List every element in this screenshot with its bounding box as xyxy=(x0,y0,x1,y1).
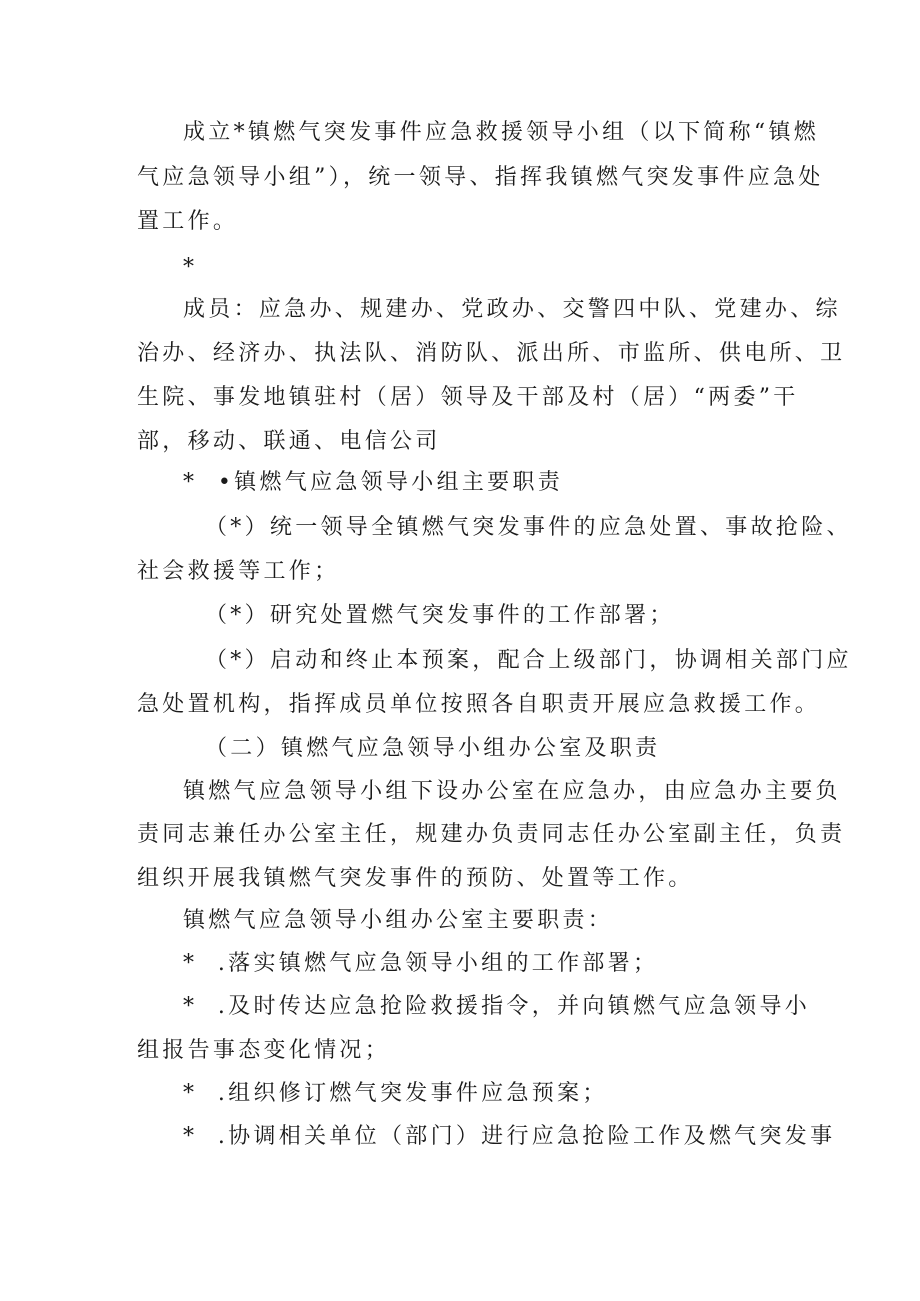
office-duty-item-2-line-2: 组报告事态变化情况； xyxy=(137,1038,391,1063)
office-duty-item-1: * .落实镇燃气应急领导小组的工作部署； xyxy=(183,951,659,976)
office-duties-heading: 镇燃气应急领导小组办公室主要职责： xyxy=(183,908,614,933)
members-paragraph-line-4: 部，移动、联通、电信公司 xyxy=(137,429,441,454)
paragraph-leading-group-line-1: 成立*镇燃气突发事件应急救援领导小组（以下简称“镇燃 xyxy=(183,120,820,145)
office-duty-item-2-line-1: * .及时传达应急抢险救援指令，并向镇燃气应急领导小 xyxy=(183,994,811,1019)
members-paragraph-line-3: 生院、事发地镇驻村（居）领导及干部及村（居）“两委”干 xyxy=(137,385,799,410)
paragraph-leading-group-line-3: 置工作。 xyxy=(137,209,239,234)
duty-item-1-line-1: （*）统一领导全镇燃气突发事件的应急处置、事故抢险、 xyxy=(205,515,852,540)
paragraph-leading-group-line-2: 气应急领导小组”），统一领导、指挥我镇燃气突发事件应急处 xyxy=(137,165,824,190)
duty-item-2: （*）研究处置燃气突发事件的工作部署； xyxy=(205,603,675,628)
office-paragraph-line-1: 镇燃气应急领导小组下设办公室在应急办，由应急办主要负 xyxy=(183,779,841,804)
section-heading-office: （二）镇燃气应急领导小组办公室及职责 xyxy=(205,736,661,761)
office-paragraph-line-3: 组织开展我镇燃气突发事件的预防、处置等工作。 xyxy=(137,866,694,891)
asterisk-placeholder: * xyxy=(183,255,198,280)
office-duty-item-3: * .组织修订燃气突发事件应急预案； xyxy=(183,1081,608,1106)
section-heading-duties: * •镇燃气应急领导小组主要职责 xyxy=(183,470,564,495)
office-duty-item-4: * .协调相关单位（部门）进行应急抢险工作及燃气突发事 xyxy=(183,1124,836,1149)
duty-item-3-line-2: 急处置机构，指挥成员单位按照各自职责开展应急救援工作。 xyxy=(137,692,821,717)
members-paragraph-line-2: 治办、经济办、执法队、消防队、派出所、市监所、供电所、卫 xyxy=(137,341,846,366)
duty-item-1-line-2: 社会救援等工作； xyxy=(137,559,340,584)
office-paragraph-line-2: 责同志兼任办公室主任，规建办负责同志任办公室副主任，负责 xyxy=(137,822,846,847)
duty-item-3-line-1: （*）启动和终止本预案，配合上级部门，协调相关部门应 xyxy=(205,648,852,673)
members-paragraph-line-1: 成员：应急办、规建办、党政办、交警四中队、党建办、综 xyxy=(183,297,841,322)
